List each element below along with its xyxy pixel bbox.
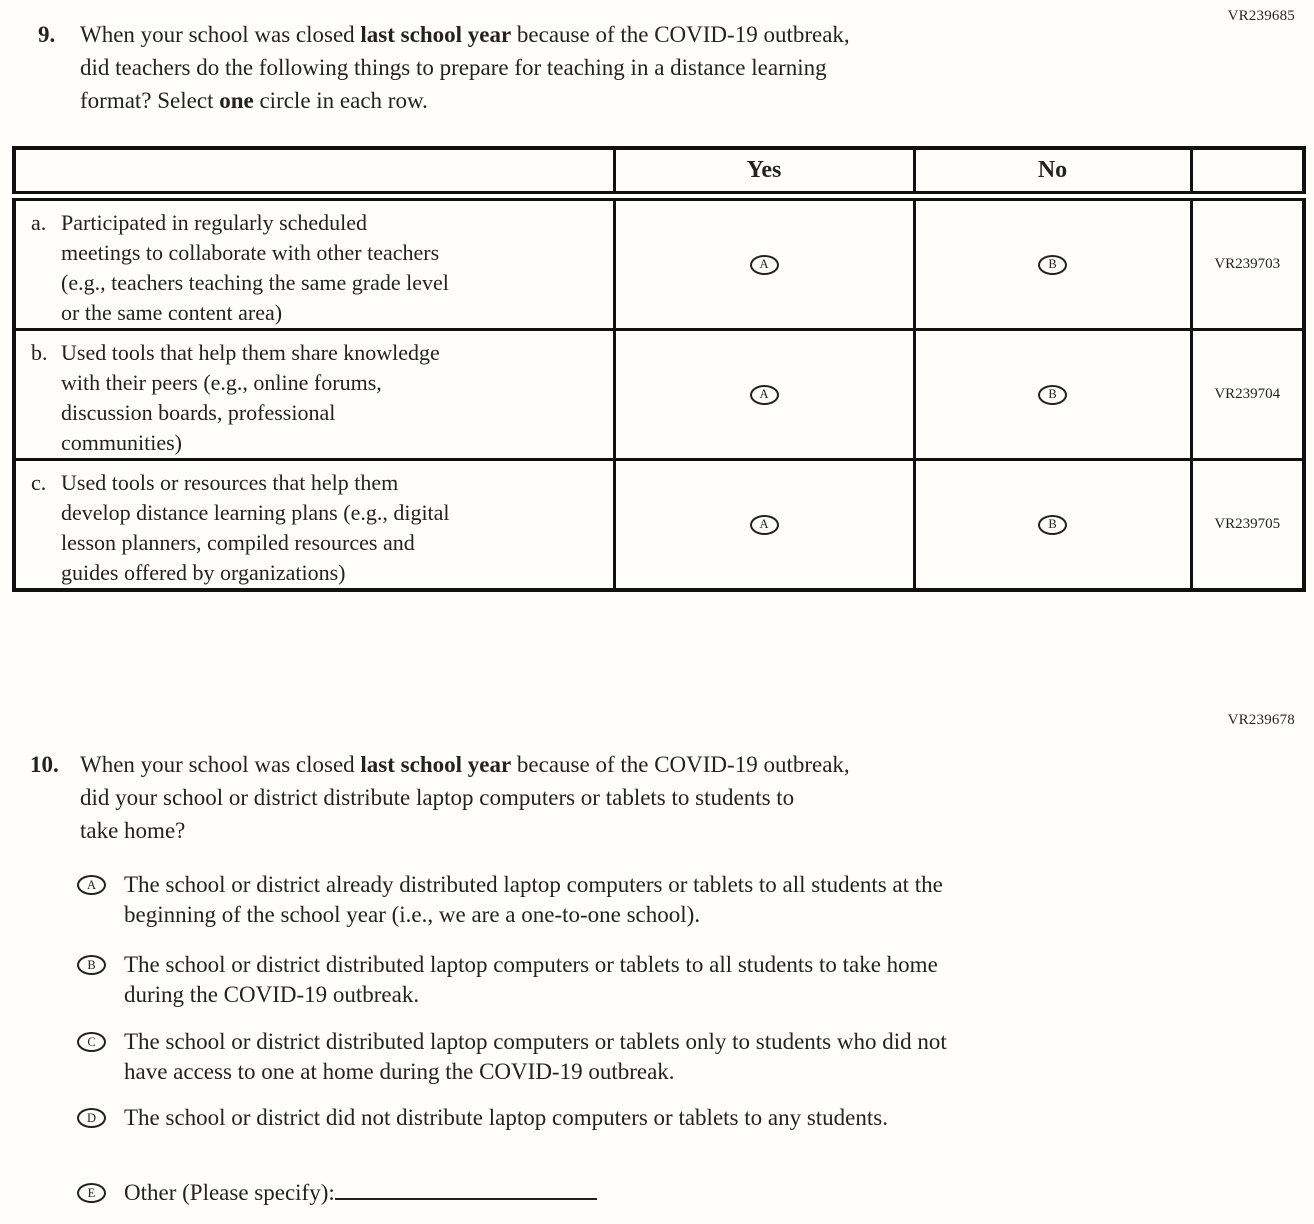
row-c-no-cell [914,460,1191,591]
option-e-line: Other (Please specify): [124,1178,1284,1208]
row-c-letter: c. [31,470,47,495]
question-10-prompt-line-3: take home? [80,818,186,843]
row-b-yes-cell [614,330,914,460]
vr-code-q9: VR239685 [1227,8,1295,24]
row-c-no-bubble[interactable]: B [1038,515,1067,535]
table-row-c [14,460,1304,591]
option-c [77,1027,1284,1087]
row-b-text: Used tools that help them share knowledge with their peers (e.g., online forums, discussion boards, professional communities) [61,340,440,455]
question-9-table [12,146,1306,592]
question-10-number: 10. [30,752,59,777]
option-e [77,1178,1284,1208]
question-10-prompt [80,748,1110,847]
option-b-bubble[interactable]: B [77,955,106,975]
table-header-yes: Yes [614,148,914,196]
question-9-prompt-line-2: did teachers do the following things to prepare for teaching in a distance learning [80,55,827,80]
option-e-bubble[interactable]: E [77,1183,106,1203]
row-b-stem [14,330,614,460]
option-b-text: The school or district distributed laptop computers or tablets to all students to take home during the COVID-19 outbreak. [124,952,938,1007]
option-a-text: The school or district already distributed laptop computers or tablets to all students at the beginning of the school year (i.e., we are a one-to-one school). [124,872,943,927]
question-9 [38,18,1110,117]
table-header-stem [14,148,614,196]
row-b-no-cell [914,330,1191,460]
option-a [77,870,1284,930]
other-specify-blank[interactable] [335,1180,597,1200]
row-a-yes-bubble[interactable]: A [750,255,779,275]
table-header-no: No [914,148,1191,196]
question-9-prompt-line-1: When your school was closed last school year because of the COVID-19 outbreak, [80,22,850,47]
question-10-prompt-line-2: did your school or district distribute laptop computers or tablets to students to [80,785,795,810]
table-header-vr [1191,148,1304,196]
row-b-yes-bubble[interactable]: A [750,385,779,405]
row-a-stem [14,196,614,330]
row-a-text: Participated in regularly scheduled meetings to collaborate with other teachers (e.g., teachers teaching the same grade level or the same content area) [61,210,449,325]
row-a-vr-code: VR239703 [1191,196,1304,330]
option-b [77,950,1284,1010]
option-d-bubble[interactable]: D [77,1108,106,1128]
option-c-text: The school or district distributed laptop computers or tablets only to students who did not have access to one at home during the COVID-19 outbreak. [124,1029,947,1084]
table-row-a [14,196,1304,330]
row-b-letter: b. [31,340,48,365]
row-b-no-bubble[interactable]: B [1038,385,1067,405]
question-9-prompt [80,18,1110,117]
row-a-yes-cell [614,196,914,330]
row-c-stem [14,460,614,591]
question-10-prompt-line-1: When your school was closed last school year because of the COVID-19 outbreak, [80,752,850,777]
option-a-bubble[interactable]: A [77,875,106,895]
question-9-number: 9. [38,22,56,47]
row-c-yes-cell [614,460,914,591]
option-c-bubble[interactable]: C [77,1032,106,1052]
option-d-text: The school or district did not distribute laptop computers or tablets to any students. [124,1105,888,1130]
row-a-no-bubble[interactable]: B [1038,255,1067,275]
row-a-no-cell [914,196,1191,330]
row-b-vr-code: VR239704 [1191,330,1304,460]
table-row-b [14,330,1304,460]
vr-code-q10: VR239678 [1227,712,1295,728]
row-c-text: Used tools or resources that help them develop distance learning plans (e.g., digital lesson planners, compiled resources and guides offered by organizations) [61,470,450,585]
row-c-vr-code: VR239705 [1191,460,1304,591]
option-d [77,1103,1284,1133]
question-9-prompt-line-3: format? Select one circle in each row. [80,88,428,113]
row-a-letter: a. [31,210,47,235]
option-e-text [124,1178,1284,1208]
row-c-yes-bubble[interactable]: A [750,515,779,535]
question-10 [30,748,1110,847]
